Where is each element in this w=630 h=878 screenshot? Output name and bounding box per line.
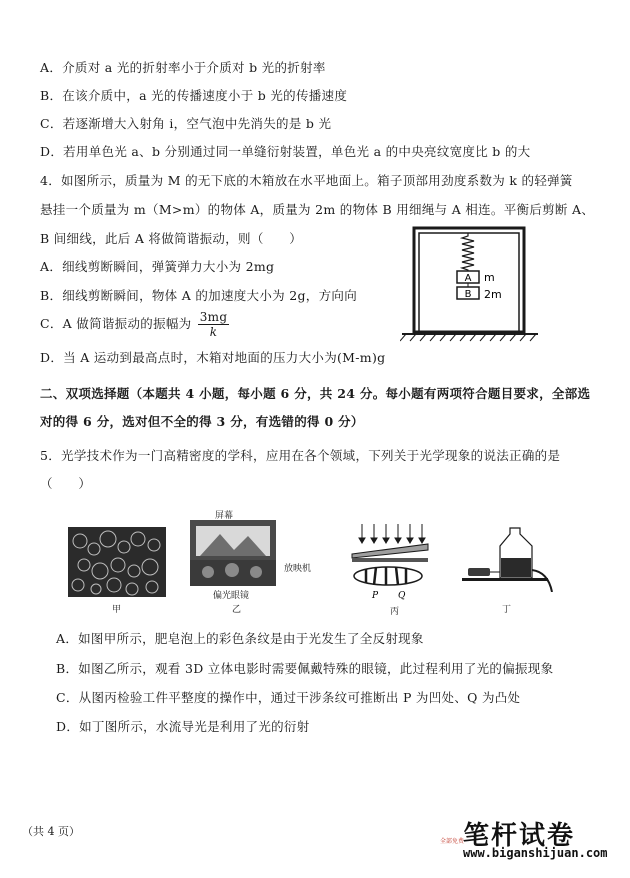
label-q: Q: [398, 591, 406, 600]
ground-line: [400, 334, 538, 341]
spring-box-figure: [400, 224, 540, 342]
section2-heading-line2: 对的得 6 分，选对但不全的得 3 分，有选错的得 0 分）: [40, 414, 364, 429]
q3-option-c: C．若逐渐增大入射角 i，空气泡中先消失的是 b 光: [40, 116, 332, 131]
q5-option-d: D．如丁图所示，水流导光是利用了光的衍射: [56, 719, 310, 734]
watermark-seal: 全部免费: [440, 838, 465, 845]
cinema-scene: [190, 520, 276, 586]
interference-test-figure: [348, 524, 432, 600]
q4-option-a: A．细线剪断瞬间，弹簧弹力大小为 2mg: [40, 259, 275, 274]
q4-option-c: [40, 310, 229, 339]
watermark-title: 笔杆试卷: [463, 821, 576, 851]
spring: [462, 233, 474, 271]
block-a-mass: m: [484, 271, 495, 284]
label-p: P: [372, 591, 379, 600]
block-b-label: B: [464, 289, 472, 300]
q4-option-c-text: C．A 做简谐振动的振幅为: [40, 316, 192, 331]
figure-label-ding: 丁: [502, 605, 512, 615]
figure-label-jia: 甲: [112, 605, 122, 615]
label-screen: 屏幕: [215, 511, 234, 521]
label-projector: 放映机: [284, 564, 312, 574]
bubble-pattern: [68, 527, 166, 597]
q5-option-b: B．如图乙所示，观看 3D 立体电影时需要佩戴特殊的眼镜，此过程利用了光的偏振现象: [56, 661, 554, 676]
figure-label-yi: 乙: [232, 605, 242, 615]
block-b-mass: 2m: [484, 288, 502, 301]
fringe-pattern-outline: [354, 567, 422, 585]
label-polarized-glasses: 偏光眼镜: [213, 591, 250, 601]
3d-cinema-photo: [190, 520, 276, 586]
q3-option-b: B．在该介质中，a 光的传播速度小于 b 光的传播速度: [40, 88, 348, 103]
q4-stem-line2: 悬挂一个质量为 m（M>m）的物体 A，质量为 2m 的物体 B 用细绳与 A 相连。平衡后剪断 A、: [40, 202, 595, 217]
q4-option-d: D．当 A 运动到最高点时，木箱对地面的压力大小为(M-m)g: [40, 350, 386, 365]
page-count: （共 4 页）: [22, 825, 80, 838]
water-light-guide-figure: [458, 526, 558, 592]
block-a-label: A: [464, 273, 472, 284]
amplitude-fraction: [198, 310, 230, 339]
q5-option-a: A．如图甲所示，肥皂泡上的彩色条纹是由于光发生了全反射现象: [56, 631, 424, 646]
q4-option-b: B．细线剪断瞬间，物体 A 的加速度大小为 2g，方向向: [40, 288, 357, 303]
watermark-url: www.biganshijuan.com: [463, 846, 608, 860]
q5-option-c: C．从图丙检验工件平整度的操作中，通过干涉条纹可推断出 P 为凹处、Q 为凸处: [56, 690, 521, 705]
table-top: [462, 578, 548, 581]
fraction-numerator: 3mg: [199, 310, 228, 324]
workpiece: [352, 558, 428, 562]
fraction-denominator: k: [209, 325, 218, 339]
q3-option-a: A．介质对 a 光的折射率小于介质对 b 光的折射率: [40, 60, 326, 75]
q5-stem-line1: 5．光学技术作为一门高精密度的学科，应用在各个领域，下列关于光学现象的说法正确的是: [40, 448, 561, 463]
q4-stem-line3: B 间细线，此后 A 将做简谐振动，则（ ）: [40, 231, 303, 246]
q4-stem-line1: 4．如图所示，质量为 M 的无下底的木箱放在水平地面上。箱子顶部用劲度系数为 k 的轻弹簧: [40, 173, 573, 188]
q5-stem-line2: （ ）: [40, 476, 92, 491]
incident-light-arrows: [359, 524, 425, 543]
soap-bubble-photo: [68, 527, 166, 597]
water-level: [501, 558, 531, 577]
laser-device: [468, 568, 490, 576]
figure-label-bing: 丙: [390, 607, 400, 617]
glass-wedge: [352, 544, 428, 558]
q3-option-d: D．若用单色光 a、b 分别通过同一单缝衍射装置，单色光 a 的中央亮纹宽度比 b 的大: [40, 144, 531, 159]
section2-heading-line1: 二、双项选择题（本题共 4 小题，每小题 6 分，共 24 分。每小题有两项符合题目要求，全部选: [40, 386, 591, 401]
